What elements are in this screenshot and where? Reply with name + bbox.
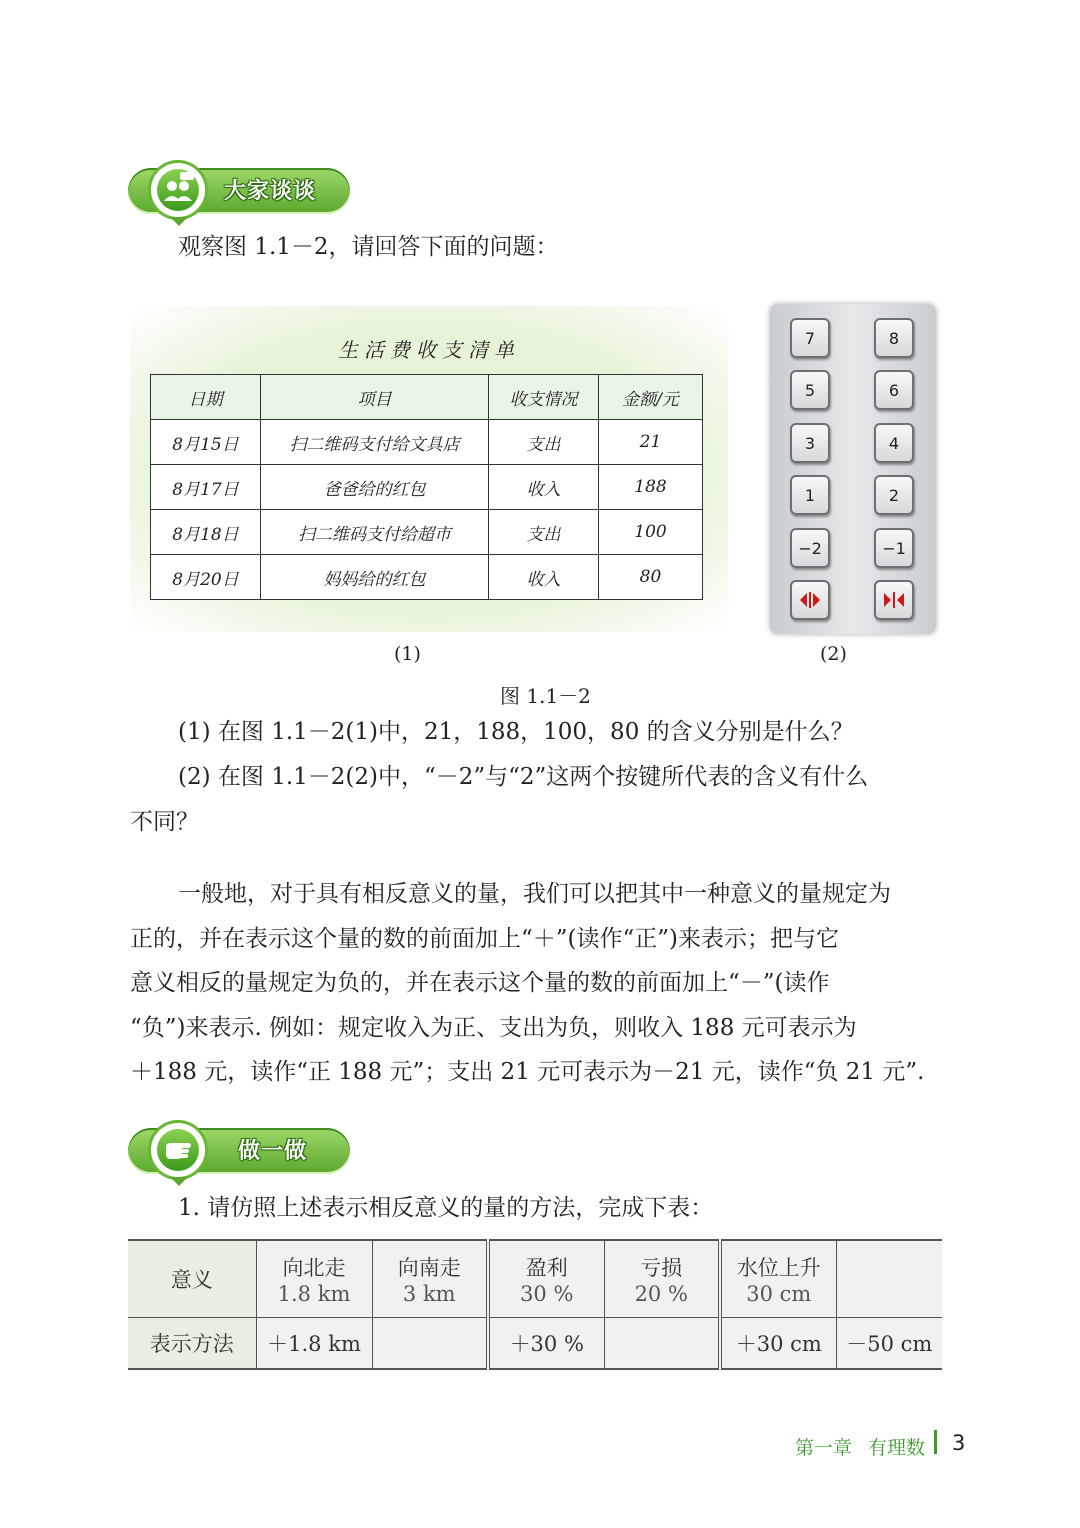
meaning-table	[128, 1239, 942, 1370]
do-banner	[128, 1128, 350, 1174]
page-number: 3	[952, 1431, 966, 1455]
elevator-key-8[interactable]: 8	[874, 318, 914, 358]
meaning-row-label: 意义	[128, 1240, 256, 1318]
task-text: 1. 请仿照上述表示相反意义的量的方法，完成下表：	[178, 1195, 714, 1221]
explanation-line-5: ＋188 元，读作“正 188 元”；支出 21 元可表示为－21 元，读作“负 21 元”.	[130, 1059, 925, 1085]
explanation-line-4: “负”)来表示. 例如：规定收入为正、支出为负，则收入 188 元可表示为	[130, 1015, 857, 1041]
ledger-cell: 188	[599, 465, 703, 510]
ledger-header-item: 项目	[261, 375, 489, 420]
do-banner-title: 做一做	[238, 1139, 308, 1164]
elevator-key-6[interactable]: 6	[874, 370, 914, 410]
notation-cell: ＋30 cm	[720, 1318, 836, 1370]
notation-row-label: 表示方法	[128, 1318, 256, 1370]
explanation-line-3: 意义相反的量规定为负的，并在表示这个量的数的前面加上“－”(读作	[130, 970, 830, 996]
ledger-cell: 100	[599, 510, 703, 555]
ledger-cell: 收入	[489, 555, 599, 600]
explanation-line-2: 正的，并在表示这个量的数的前面加上“＋”(读作“正”)来表示；把与它	[130, 926, 839, 952]
ledger-table	[150, 374, 703, 600]
elevator-key-2[interactable]: 2	[874, 475, 914, 515]
people-talk-icon	[148, 160, 208, 220]
ledger-cell: 支出	[489, 420, 599, 465]
ledger-cell: 爸爸给的红包	[261, 465, 489, 510]
ledger-row	[151, 420, 703, 465]
ledger-cell: 支出	[489, 510, 599, 555]
elevator-panel	[770, 304, 936, 634]
ledger-cell: 扫二维码支付给超市	[261, 510, 489, 555]
notation-cell-blank[interactable]	[372, 1318, 488, 1370]
meaning-cell: 向南走 3 km	[372, 1240, 488, 1318]
door-open-icon	[798, 590, 822, 610]
elevator-key-3[interactable]: 3	[790, 423, 830, 463]
ledger-row	[151, 465, 703, 510]
ledger-figure	[130, 306, 728, 632]
intro-text: 观察图 1.1－2，请回答下面的问题：	[178, 234, 559, 260]
figure1-caption: (1)	[394, 643, 421, 665]
figure-label: 图 1.1－2	[500, 684, 591, 708]
meaning-cell: 盈利 30 %	[488, 1240, 604, 1318]
notation-cell: ＋1.8 km	[256, 1318, 372, 1370]
notation-cell: －50 cm	[836, 1318, 942, 1370]
elevator-key-1[interactable]: 1	[790, 475, 830, 515]
door-open-button[interactable]	[790, 580, 830, 620]
elevator-key-minus-2[interactable]: −2	[790, 528, 830, 568]
meaning-cell: 向北走 1.8 km	[256, 1240, 372, 1318]
notation-cell-blank[interactable]	[604, 1318, 720, 1370]
ledger-cell: 收入	[489, 465, 599, 510]
ledger-cell: 8月20日	[151, 555, 261, 600]
ledger-cell: 8月17日	[151, 465, 261, 510]
hand-point-icon	[148, 1120, 208, 1180]
door-close-icon	[882, 590, 906, 610]
ledger-title: 生活费收支清单	[338, 338, 520, 362]
elevator-key-7[interactable]: 7	[790, 318, 830, 358]
ledger-header-amount: 金额/元	[599, 375, 703, 420]
ledger-cell: 妈妈给的红包	[261, 555, 489, 600]
ledger-header-date: 日期	[151, 375, 261, 420]
elevator-key-4[interactable]: 4	[874, 423, 914, 463]
question-1: (1) 在图 1.1－2(1)中，21，188，100，80 的含义分别是什么？	[178, 719, 854, 745]
figure2-caption: (2)	[820, 643, 847, 665]
door-close-button[interactable]	[874, 580, 914, 620]
ledger-row	[151, 555, 703, 600]
question-2: (2) 在图 1.1－2(2)中，“－2”与“2”这两个按键所代表的含义有什么	[178, 764, 869, 790]
footer-divider	[934, 1430, 937, 1454]
ledger-cell: 扫二维码支付给文具店	[261, 420, 489, 465]
meaning-cell: 水位上升 30 cm	[720, 1240, 836, 1318]
elevator-key-minus-1[interactable]: −1	[874, 528, 914, 568]
meaning-cell-blank[interactable]	[836, 1240, 942, 1318]
footer-title: 有理数	[868, 1437, 926, 1459]
elevator-key-5[interactable]: 5	[790, 370, 830, 410]
explanation-line-1: 一般地，对于具有相反意义的量，我们可以把其中一种意义的量规定为	[178, 881, 891, 907]
ledger-header-type: 收支情况	[489, 375, 599, 420]
meaning-cell: 亏损 20 %	[604, 1240, 720, 1318]
ledger-cell: 21	[599, 420, 703, 465]
footer-chapter: 第一章	[795, 1437, 853, 1459]
ledger-cell: 80	[599, 555, 703, 600]
discuss-banner-title: 大家谈谈	[224, 179, 317, 204]
question-2-cont: 不同？	[130, 809, 199, 835]
notation-cell: ＋30 %	[488, 1318, 604, 1370]
discuss-banner	[128, 168, 350, 214]
ledger-row	[151, 510, 703, 555]
ledger-cell: 8月15日	[151, 420, 261, 465]
ledger-cell: 8月18日	[151, 510, 261, 555]
